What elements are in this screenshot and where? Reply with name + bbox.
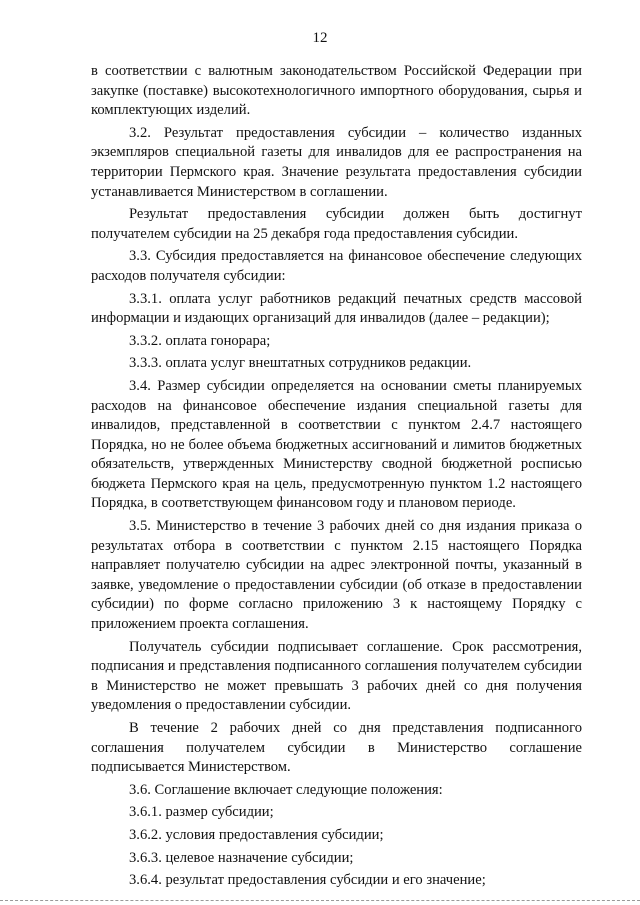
paragraph-3-3-1: 3.3.1. оплата услуг работников редакций печатных средств массовой информации и издающих организаций для инвалидов (далее – редакции); — [91, 290, 582, 327]
paragraph-3-6-3: 3.6.3. целевое назначение субсидии; — [129, 849, 354, 866]
paragraph-3-6-1: 3.6.1. размер субсидии; — [129, 804, 274, 821]
paragraph-3-6-2: 3.6.2. условия предоставления субсидии; — [129, 826, 384, 843]
paragraph-3-6: 3.6. Соглашение включает следующие положения: — [129, 781, 443, 798]
document-body — [91, 62, 582, 894]
paragraph-ministry-signing: В течение 2 рабочих дней со дня представления подписанного соглашения получателем субсидии в Министерство соглашение подписывается Министерством. — [91, 720, 582, 776]
paragraph-result-deadline: Результат предоставления субсидии должен быть достигнут получателем субсидии на 25 декабря года предоставления субсидии. — [91, 206, 582, 242]
paragraph-3-6-4: 3.6.4. результат предоставления субсидии и его значение; — [129, 872, 486, 889]
paragraph-3-3-3: 3.3.3. оплата услуг внештатных сотрудников редакции. — [129, 355, 472, 372]
paragraph-3-3: 3.3. Субсидия предоставляется на финансовое обеспечение следующих расходов получателя субсидии: — [91, 248, 582, 284]
paragraph-signing-term: Получатель субсидии подписывает соглашение. Срок рассмотрения, подписания и представления подписанного соглашения получателем субсидии в Министерство не может превышать 3 рабочих дней со дня получения уведомления о предоставлении субсидии. — [91, 638, 582, 714]
paragraph-3-4: 3.4. Размер субсидии определяется на основании сметы планируемых расходов на финансовое обеспечение издания специальной газеты для инвалидов, представленной в соответствии с пунктом 2.4.7 настоящего Порядка, но не более объема бюджетных ассигнований и лимитов бюджетных обязательств, утвержденных Министерству сводной бюджетной росписью бюджета Пермского края на цель, предусмотренную пунктом 1.2 настоящего Порядка, в соответствующем финансовом году и плановом периоде. — [91, 377, 582, 512]
paragraph-3-3-2: 3.3.2. оплата гонорара; — [129, 332, 271, 349]
paragraph-continuation: в соответствии с валютным законодательством Российской Федерации при закупке (поставке) высокотехнологичного импортного оборудования, сырья и комплектующих изделий. — [91, 63, 582, 119]
page-bottom-edge — [0, 900, 640, 901]
page-number: 12 — [312, 30, 328, 46]
paragraph-3-5: 3.5. Министерство в течение 3 рабочих дней со дня издания приказа о результатах отбора в соответствии с пунктом 2.15 настоящего Порядка направляет получателю субсидии на адрес электронной почты, указанный в заявке, уведомление о предоставлении субсидии (об отказе в предоставлении субсидии) по форме согласно приложению 3 к настоящему Порядку с приложением проекта соглашения. — [91, 518, 582, 633]
paragraph-3-2: 3.2. Результат предоставления субсидии – количество изданных экземпляров специальной газеты для инвалидов для ее распространения на территории Пермского края. Значение результата предоставления субсидии устанавливается Министерством в соглашении. — [91, 124, 582, 200]
